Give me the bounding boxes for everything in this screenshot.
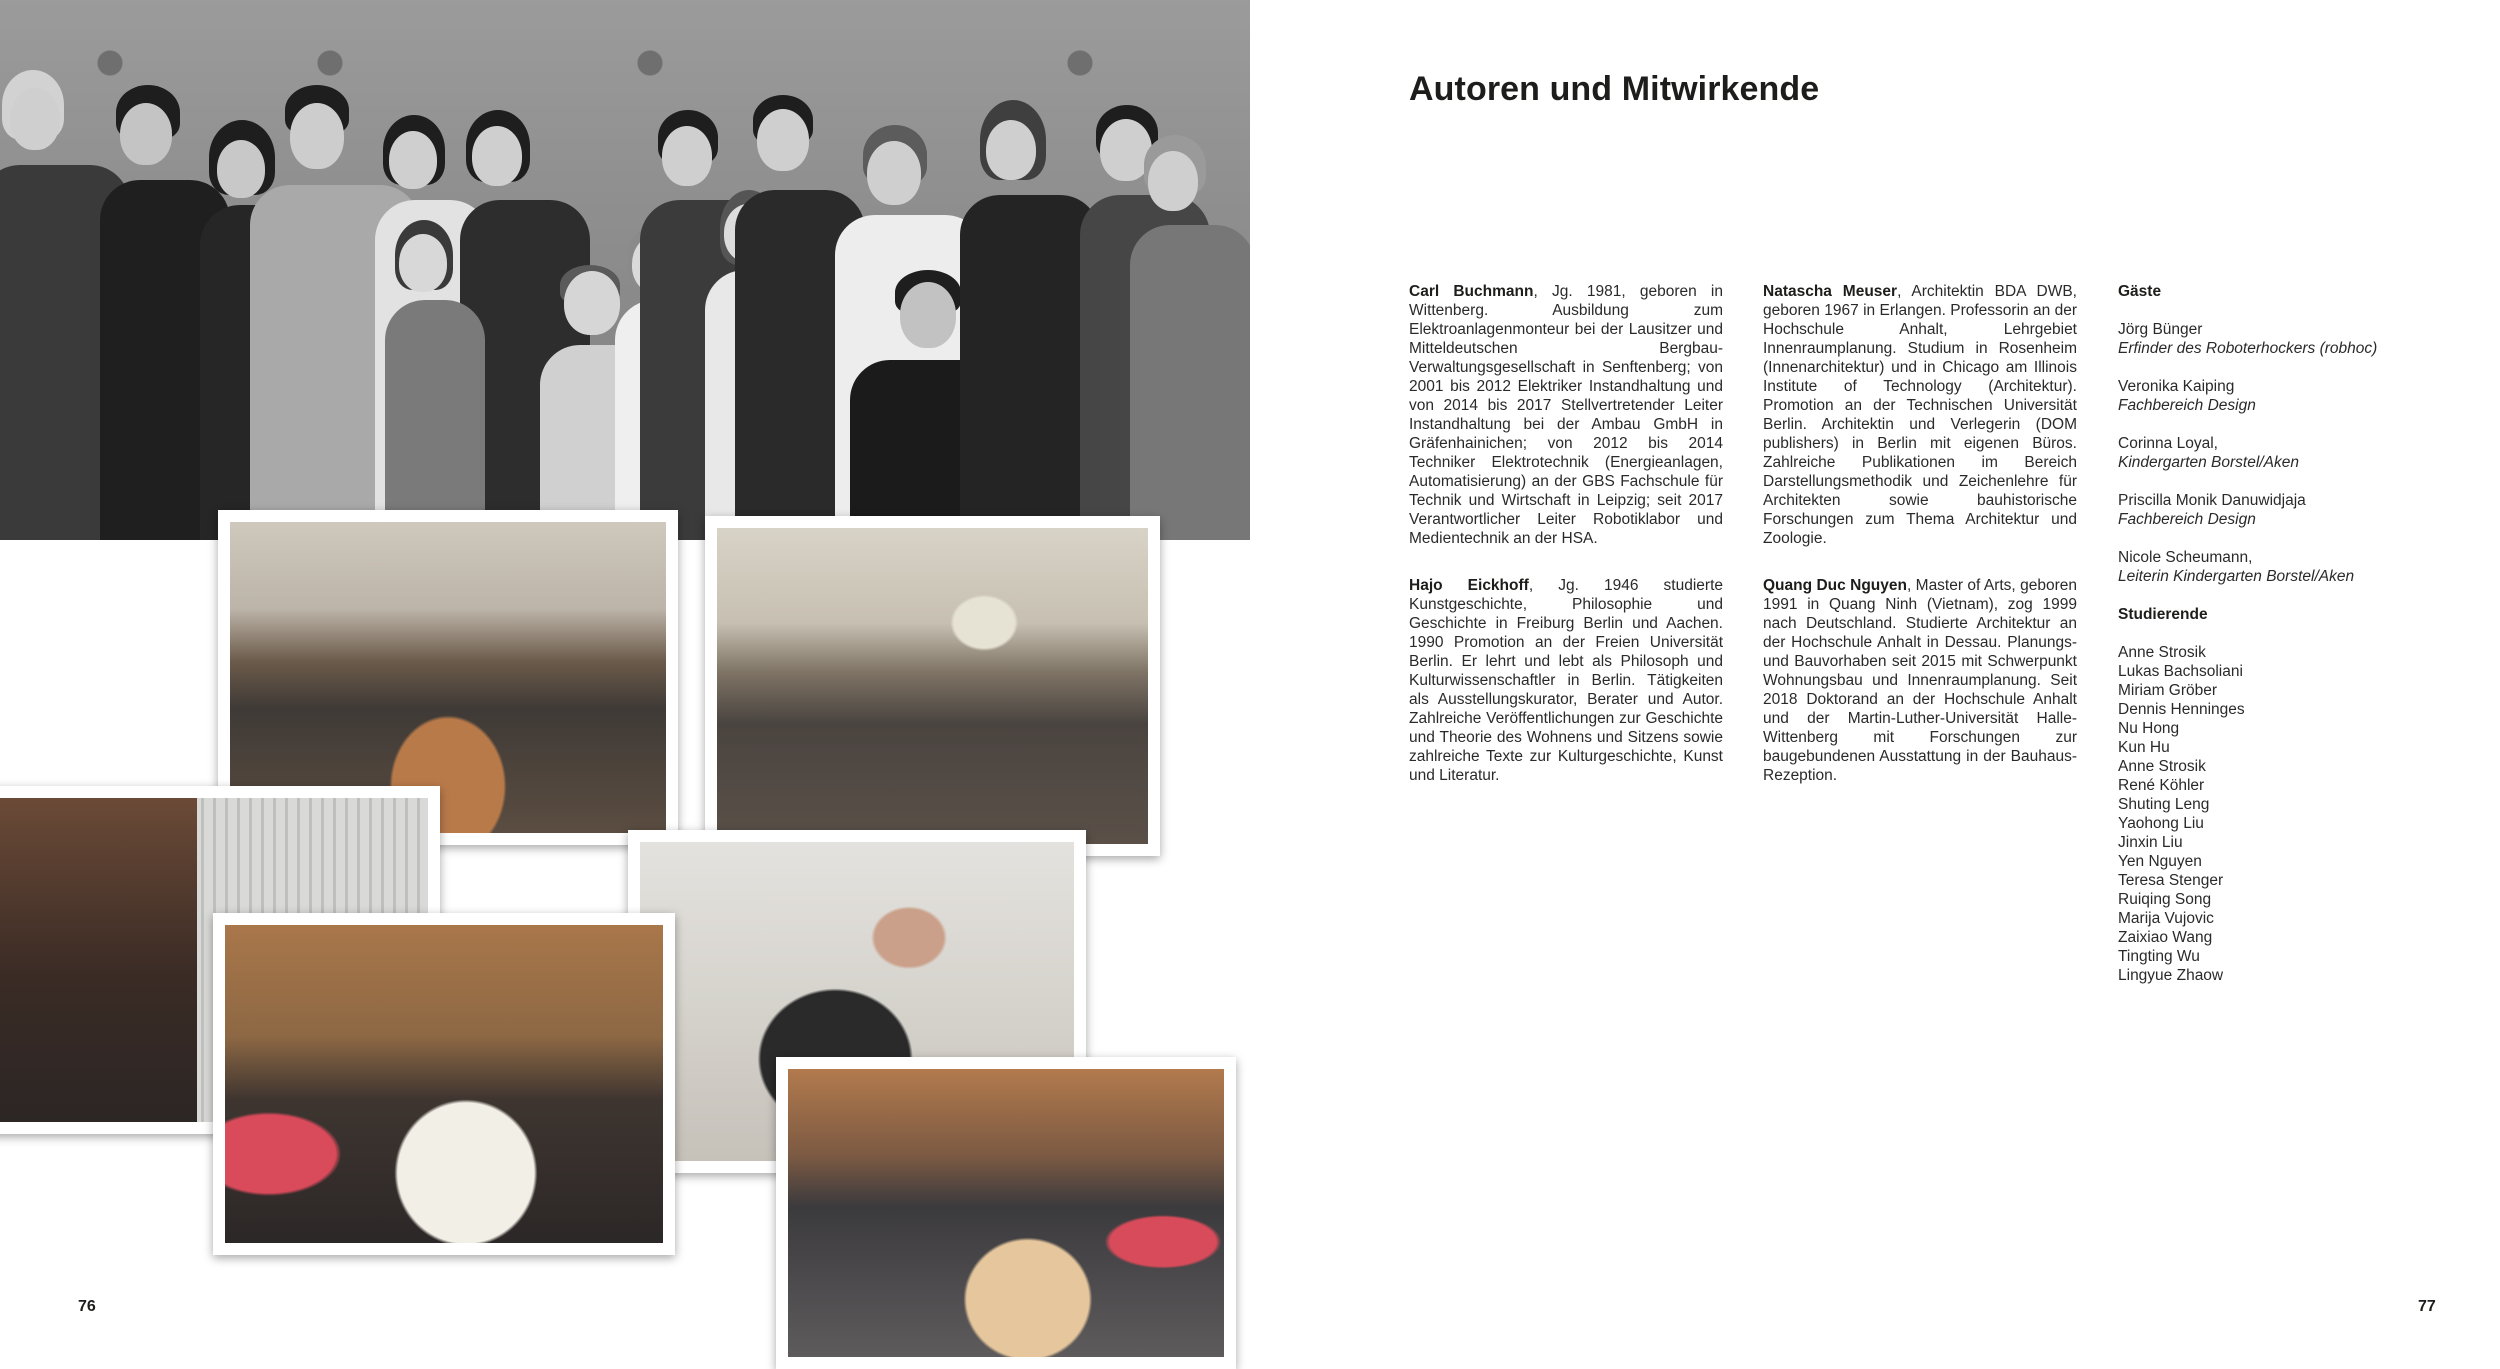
- photo-wooden-bed-model: [776, 1057, 1236, 1369]
- student-name: Miriam Gröber: [2118, 682, 2218, 699]
- bio-paragraph: [1763, 576, 2077, 785]
- students-list: [2118, 643, 2418, 985]
- guest-entry: [2118, 491, 2418, 529]
- guest-role: Erfinder des Roboterhockers (robhoc): [2118, 340, 2378, 357]
- bio-text: , Jg. 1981, geboren in Wittenberg. Ausbildung zum Elektroanlagenmonteur bei der Lausitzer und Mitteldeutschen Bergbau-Verwaltungsgesellschaft in Senftenberg; von 2001 bis 2012 Elektriker Instandhaltung und von 2014 bis 2017 Stellvertretender Leiter Instandhaltung bei der Ambau GmbH in Gräfenhainichen; von 2012 bis 2014 Techniker Elektrotechnik (Energieanlagen, Automatisierung) an der GBS Fachschule für Technik und Wirtschaft in Leipzig; seit 2017 Verantwortlicher Leiter Robotiklabor und Medientechnik an der HSA.: [1409, 283, 1723, 547]
- student-name: Kun Hu: [2118, 739, 2170, 756]
- guest-name: Veronika Kaiping: [2118, 378, 2235, 395]
- student-name: Ruiqing Song: [2118, 891, 2212, 908]
- student-name: Anne Strosik: [2118, 758, 2206, 775]
- guest-name: Nicole Scheumann,: [2118, 549, 2253, 566]
- student-name: Tingting Wu: [2118, 948, 2200, 965]
- page-heading: Autoren und Mitwirkende: [1409, 70, 1820, 108]
- guest-entry: [2118, 320, 2418, 358]
- student-name: Shuting Leng: [2118, 796, 2210, 813]
- photo-children-drawing: [213, 913, 675, 1255]
- bio-paragraph: [1763, 282, 2077, 548]
- guest-role: Fachbereich Design: [2118, 511, 2256, 528]
- bio-paragraph: [1409, 282, 1723, 548]
- student-name: Anne Strosik: [2118, 644, 2206, 661]
- student-name: Nu Hong: [2118, 720, 2180, 737]
- page-number-right: 77: [2418, 1298, 2436, 1315]
- guest-entry: [2118, 548, 2418, 586]
- bio-text: , Architektin BDA DWB, geboren 1967 in Erlangen. Professorin an der Hochschule Anhalt, Lehrgebiet Innenraumplanung. Studium in Rosenheim (Innenarchitektur) und in Chicago am Illinois Institute of Technology (Architektur). Promotion an der Technischen Universität Berlin. Architektin und Verlegerin (DOM publishers) in Berlin mit eigenen Büros. Zahlreiche Publikationen im Bereich Darstellungsmethodik und Zeichenlehre für Architekten sowie bauhistorische Forschungen zum Thema Architektur und Zoologie.: [1763, 283, 2077, 547]
- bio-column-2: [1763, 282, 2077, 813]
- student-name: Yaohong Liu: [2118, 815, 2204, 832]
- student-name: Lingyue Zhaow: [2118, 967, 2224, 984]
- student-name: Dennis Henninges: [2118, 701, 2245, 718]
- student-name: Lukas Bachsoliani: [2118, 663, 2243, 680]
- page-number-left: 76: [78, 1298, 96, 1315]
- bio-name: Hajo Eickhoff: [1409, 577, 1529, 594]
- guest-entry: [2118, 434, 2418, 472]
- bio-column-1: [1409, 282, 1723, 813]
- person-figure: [1130, 135, 1250, 540]
- group-photo: [0, 0, 1250, 540]
- student-name: Marija Vujovic: [2118, 910, 2214, 927]
- students-title: Studierende: [2118, 606, 2208, 623]
- guest-name: Jörg Bünger: [2118, 321, 2203, 338]
- person-figure: [385, 220, 485, 540]
- guest-name: Corinna Loyal,: [2118, 435, 2218, 452]
- photo-presentation-room: [705, 516, 1160, 856]
- guest-role: Fachbereich Design: [2118, 397, 2256, 414]
- bio-name: Carl Buchmann: [1409, 283, 1534, 300]
- guest-role: Leiterin Kindergarten Borstel/Aken: [2118, 568, 2355, 585]
- student-name: Teresa Stenger: [2118, 872, 2224, 889]
- person-figure: [960, 100, 1100, 540]
- bio-text: , Jg. 1946 studierte Kunstgeschichte, Philosophie und Geschichte in Freiburg Berlin und Aachen. 1990 Promotion an der Freien Universität Berlin. Er lehrt und lebt als Philosoph und Kulturwissenschaftler in Berlin. Tätigkeiten als Ausstellungskurator, Berater und Autor. Zahlreiche Veröffentlichungen zur Geschichte und Theorie des Wohnens und Sitzens sowie zahlreiche Texte zur Kulturgeschichte, Kunst und Literatur.: [1409, 577, 1723, 784]
- bio-name: Natascha Meuser: [1763, 283, 1898, 300]
- guest-role: Kindergarten Borstel/Aken: [2118, 454, 2299, 471]
- bio-text: , Master of Arts, geboren 1991 in Quang Ninh (Vietnam), zog 1999 nach Deutschland. Studierte Architektur an der Hochschule Anhalt in Dessau. Planungs- und Bauvorhaben seit 2015 mit Schwerpunkt Wohnungsbau und Innenraumplanung. Seit 2018 Doktorand an der Hochschule Anhalt und der Martin-Luther-Universität Halle-Wittenberg mit Forschungen zur baugebundenen Ausstattung in der Bauhaus-Rezeption.: [1763, 577, 2077, 784]
- student-name: Yen Nguyen: [2118, 853, 2202, 870]
- guests-title: Gäste: [2118, 283, 2162, 300]
- guest-name: Priscilla Monik Danuwidjaja: [2118, 492, 2306, 509]
- bio-name: Quang Duc Nguyen: [1763, 577, 1907, 594]
- contributors-column: [2118, 282, 2418, 985]
- student-name: René Köhler: [2118, 777, 2205, 794]
- guest-entry: [2118, 377, 2418, 415]
- student-name: Zaixiao Wang: [2118, 929, 2213, 946]
- student-name: Jinxin Liu: [2118, 834, 2183, 851]
- bio-paragraph: [1409, 576, 1723, 785]
